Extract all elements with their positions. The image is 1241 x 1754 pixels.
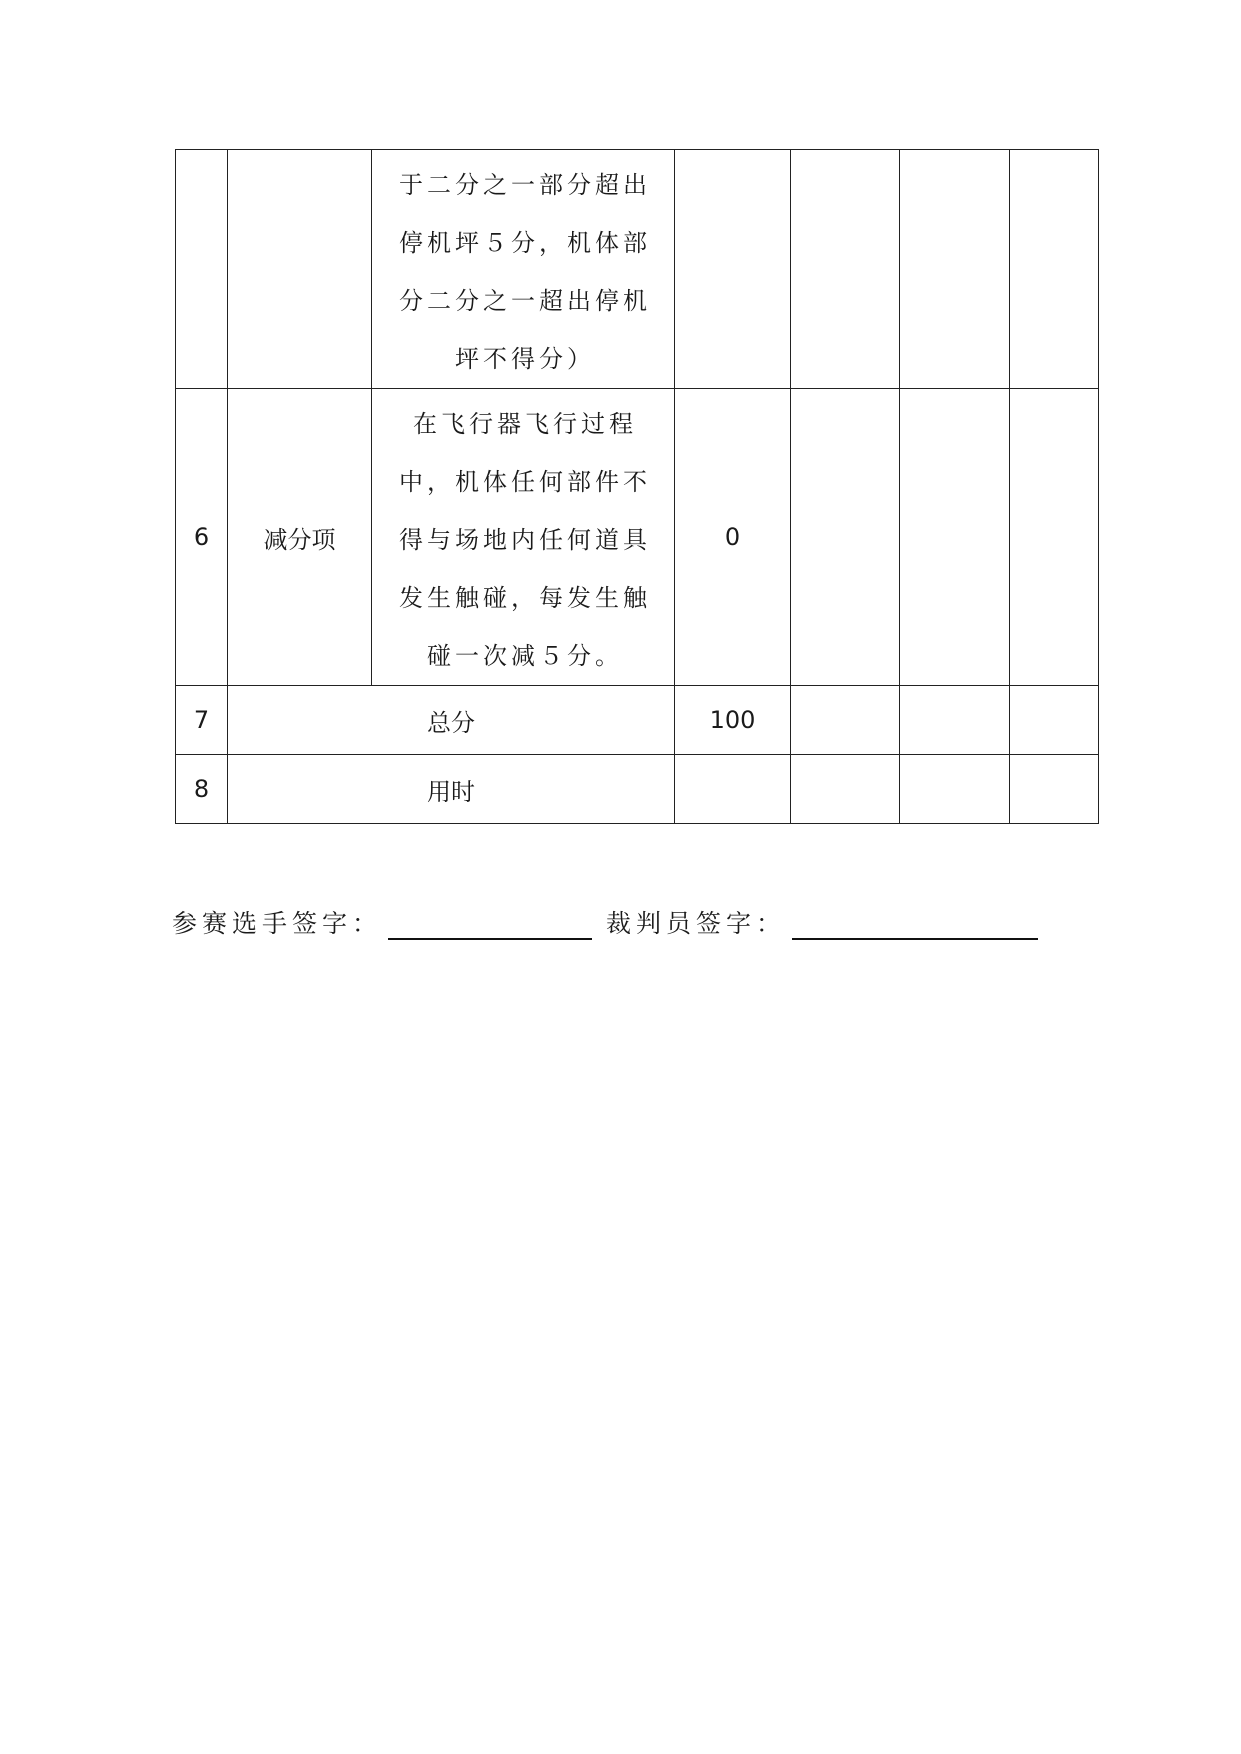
contestant-signature [172, 890, 592, 940]
blank-cell [900, 686, 1010, 755]
blank-cell [900, 389, 1010, 686]
row-number-cell: 8 [176, 755, 228, 824]
total-label-cell: 总分 [228, 686, 675, 755]
score-cell [675, 150, 791, 389]
referee-signature [606, 890, 1038, 940]
score-cell: 100 [675, 686, 791, 755]
blank-cell [791, 150, 900, 389]
table-row [176, 389, 1099, 686]
score-cell: 0 [675, 389, 791, 686]
table-row [176, 150, 1099, 389]
table-row [176, 755, 1099, 824]
table-row [176, 686, 1099, 755]
row-number-cell: 6 [176, 389, 228, 686]
score-cell [675, 755, 791, 824]
item-cell [228, 150, 372, 389]
row-number-cell: 7 [176, 686, 228, 755]
blank-cell [900, 755, 1010, 824]
blank-cell [1010, 389, 1099, 686]
contestant-signature-label: 参赛选手签字： [172, 909, 383, 938]
contestant-signature-line[interactable] [388, 904, 592, 940]
description-cell [372, 150, 675, 389]
row-number-cell [176, 150, 228, 389]
item-cell: 减分项 [228, 389, 372, 686]
score-table [175, 149, 1099, 824]
description-cell [372, 389, 675, 686]
blank-cell [1010, 150, 1099, 389]
time-label-cell: 用时 [228, 755, 675, 824]
blank-cell [900, 150, 1010, 389]
referee-signature-line[interactable] [792, 904, 1038, 940]
description-text: 于二分之一部分超出停机坪５分，机体部分二分之一超出停机坪不得分） [399, 171, 651, 373]
description-text: 在飞行器飞行过程中，机体任何部件不得与场地内任何道具发生触碰，每发生触碰一次减５分。 [399, 410, 651, 670]
blank-cell [791, 755, 900, 824]
blank-cell [1010, 686, 1099, 755]
blank-cell [791, 686, 900, 755]
blank-cell [1010, 755, 1099, 824]
blank-cell [791, 389, 900, 686]
referee-signature-label: 裁判员签字： [606, 909, 787, 938]
